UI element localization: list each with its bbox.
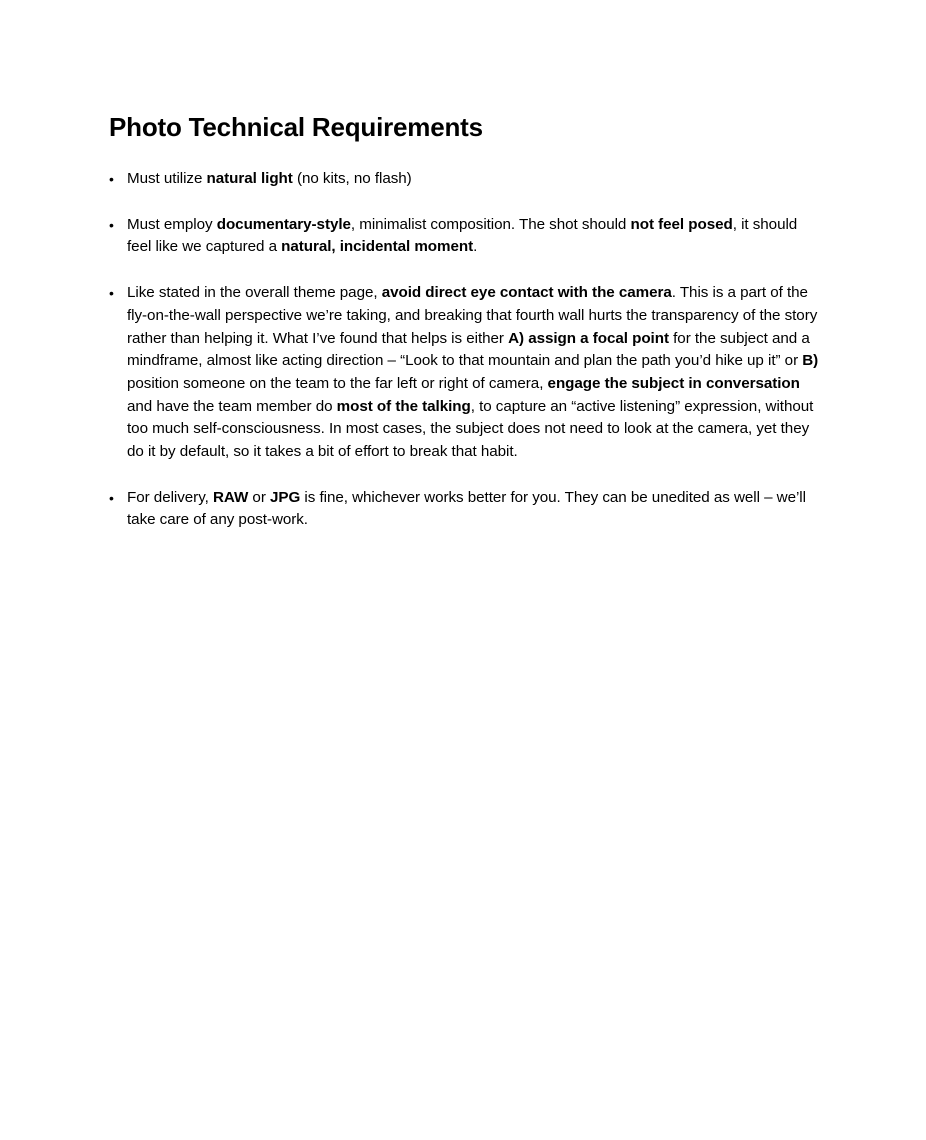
emphasis-text: avoid direct eye contact with the camera — [381, 284, 672, 302]
emphasis-text: RAW — [212, 488, 249, 506]
list-item — [109, 168, 821, 191]
body-text: (no kits, no flash) — [292, 170, 412, 187]
emphasis-text: most of the talking — [336, 397, 471, 415]
body-text: Like stated in the overall theme page, — [127, 284, 382, 302]
body-text: . — [473, 238, 478, 256]
body-text: , it should feel like we captured a — [127, 215, 798, 256]
body-text: is fine, whichever works better for you. They can be unedited as well – we’ll take care of any post-work. — [127, 488, 806, 529]
emphasis-text: natural light — [206, 170, 293, 187]
body-text: For delivery, — [127, 488, 213, 506]
emphasis-text: A) assign a focal point — [508, 329, 669, 347]
list-item — [109, 282, 821, 464]
emphasis-text: documentary-style — [216, 215, 351, 233]
body-text: , to capture an “active listening” expression, without too much self-consciousness. In most cases, the subject does not need to look at the camera, yet they do it by default, so it takes a bit of effort to break that habit. — [127, 397, 814, 461]
emphasis-text: engage the subject in conversation — [547, 374, 800, 392]
list-item — [109, 214, 821, 259]
body-text: and have the team member do — [127, 397, 337, 415]
body-text: or — [248, 488, 270, 506]
body-text: position someone on the team to the far left or right of camera, — [127, 374, 548, 392]
body-text: Must utilize — [127, 170, 207, 187]
body-text: Must employ — [127, 215, 217, 233]
bullet-icon: • — [109, 489, 114, 506]
page-title: Photo Technical Requirements — [109, 112, 483, 142]
list-item-text — [127, 489, 806, 529]
body-text: for the subject and a mindframe, almost like acting direction – “Look to that mountain and plan the path you’d hike up it” or — [127, 329, 810, 370]
list-item-text — [127, 284, 818, 460]
list-item-text — [127, 216, 797, 256]
bullet-icon: • — [109, 285, 114, 302]
emphasis-text: natural, incidental moment — [281, 238, 474, 256]
bullet-icon: • — [109, 216, 114, 233]
emphasis-text: B) — [802, 352, 819, 370]
document-page — [109, 110, 821, 555]
body-text: , minimalist composition. The shot should — [350, 215, 631, 233]
emphasis-text: not feel posed — [630, 215, 733, 233]
body-text: . This is a part of the fly-on-the-wall perspective we’re taking, and breaking that fourth wall hurts the transparency of the story rather than helping it. What I’ve found that helps is either — [127, 284, 818, 347]
list-item — [109, 487, 821, 532]
emphasis-text: JPG — [270, 488, 301, 506]
list-item-text — [127, 170, 412, 187]
requirements-list — [109, 168, 821, 532]
bullet-icon: • — [109, 171, 114, 187]
